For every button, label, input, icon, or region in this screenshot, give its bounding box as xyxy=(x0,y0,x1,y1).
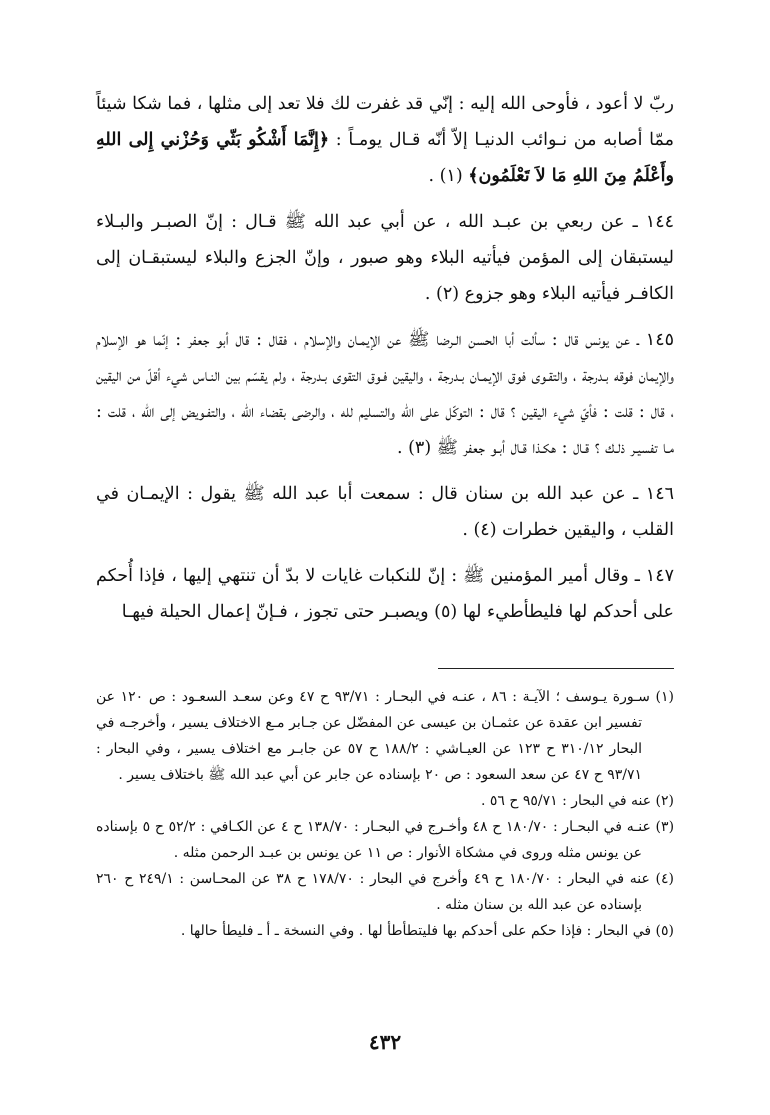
paragraph-text: ربّ لا أعود ، فأوحى الله إليه : إنّي قد غفرت لك فلا تعد إلى مثلها ، فما شكا شيئاً ممّا أصابه من نـوائب الدنيـا إلاّ أنّه قـال يومـاً : xyxy=(96,94,674,150)
paragraph-continuation xyxy=(96,86,674,194)
footnote-divider xyxy=(438,668,674,669)
footnote-1: (١) سـورة يـوسف ؛ الآيـة : ٨٦ ، عنـه في البحـار : ٩٣/٧١ ح ٤٧ وعن سعـد السعـود : ص ١٢٠ عن تفسير ابن عقدة عن عثمـان بن عيسى عن المفضّل عن جـابر مـع الاختلاف يسير ، وأخرجـه في البحار ٣١٠/١٢ ح ١٢٣ عن العيـاشي : ١٨٨/٢ ح ٥٧ عن جابـر مع اختلاف يسير ، وفي البحار : ٩٣/٧١ ح ٤٧ عن سعد السعود : ص ٢٠ بإسناده عن جابر عن أبي عبد الله ﷺ باختلاف يسير . xyxy=(96,689,674,783)
footnote-2: (٢) عنه في البحار : ٩٥/٧١ ح ٥٦ . xyxy=(480,793,674,809)
hadith-144: ١٤٤ ـ عن ربعي بن عبـد الله ، عن أبي عبد الله ﷺ قـال : إنّ الصبـر والبـلاء ليستبقان إلى المؤمن فيأتيه البلاء وهو صبور ، وإنّ الجزع والبلاء ليستبقـان إلى الكافـر فيأتيه البلاء وهو جزوع (٢) . xyxy=(96,212,674,304)
footnote-4: (٤) عنه في البحار : ١٨٠/٧٠ ح ٤٩ وأخرج في البحار : ١٧٨/٧٠ ح ٣٨ عن المحـاسن : ٢٤٩/١ ح ٢٦٠ بإسناده عن عبد الله بن سنان مثله . xyxy=(96,871,674,913)
footnote-3: (٣) عنـه في البحـار : ١٨٠/٧٠ ح ٤٨ وأخـرج في البحـار : ١٣٨/٧٠ ح ٤ عن الكـافي : ٥٢/٢ ح ٥ بإسناده عن يونس مثله وروى في مشكاة الأنوار : ص ١١ عن يونس بن عبـد الرحمن مثله . xyxy=(96,819,675,861)
main-text xyxy=(96,86,674,640)
hadith-146: ١٤٦ ـ عن عبد الله بن سنان قال : سمعت أبا عبد الله ﷺ يقول : الإيمـان في القلب ، واليقين خطرات (٤) . xyxy=(96,484,674,540)
footnotes xyxy=(96,684,674,944)
quran-verse: ﴿إِنَّمَا أَشْكُو بَثّي وَحُزْني إِلى اللهِ وأَعْلَمُ مِنَ اللهِ مَا لاَ تَعْلَمُون﴾ xyxy=(96,130,674,186)
hadith-145: ١٤٥ ـ عن يونس قال : سألت أبا الحسن الـرضا ﷺ عن الإيمـان والإسلام ، فقال : قال أبو جعفر : إنّما هو الإسلام والإيمان فوقه بـدرجة ، والتقـوى فوق الإيمـان بـدرجة ، واليقين فـوق التقوى بـدرجة ، ولم يقسّم بين النـاس شيء أقلّ من اليقين ، قال : قلت : فأيّ شيء اليقين ؟ قال : التوكّل على الله والتسليم لله ، والرضى بقضاء الله ، والتفـويض إلى الله ، قلت : مـا تفسيـر ذلـك ؟ قـال : هكـذا قـال أبـو جعفر ﷺ (٣) . xyxy=(96,330,674,458)
hadith-147: ١٤٧ ـ وقال أمير المؤمنين ﷺ : إنّ للنكبات غايات لا بدّ أن تنتهي إليها ، فإذا أُحكم على أحدكم لها فليطأطيء لها (٥) ويصبـر حتى تجوز ، فـإنّ إعمال الحيلة فيهـا xyxy=(96,566,674,622)
footnote-ref: (١) . xyxy=(428,166,469,186)
page-number: ٤٣٢ xyxy=(368,1030,402,1054)
footnote-5: (٥) في البحار : فإذا حكم على أحدكم بها فليتطأطأ لها . وفي النسخة ـ أ ـ فليطأ حالها . xyxy=(180,923,674,939)
